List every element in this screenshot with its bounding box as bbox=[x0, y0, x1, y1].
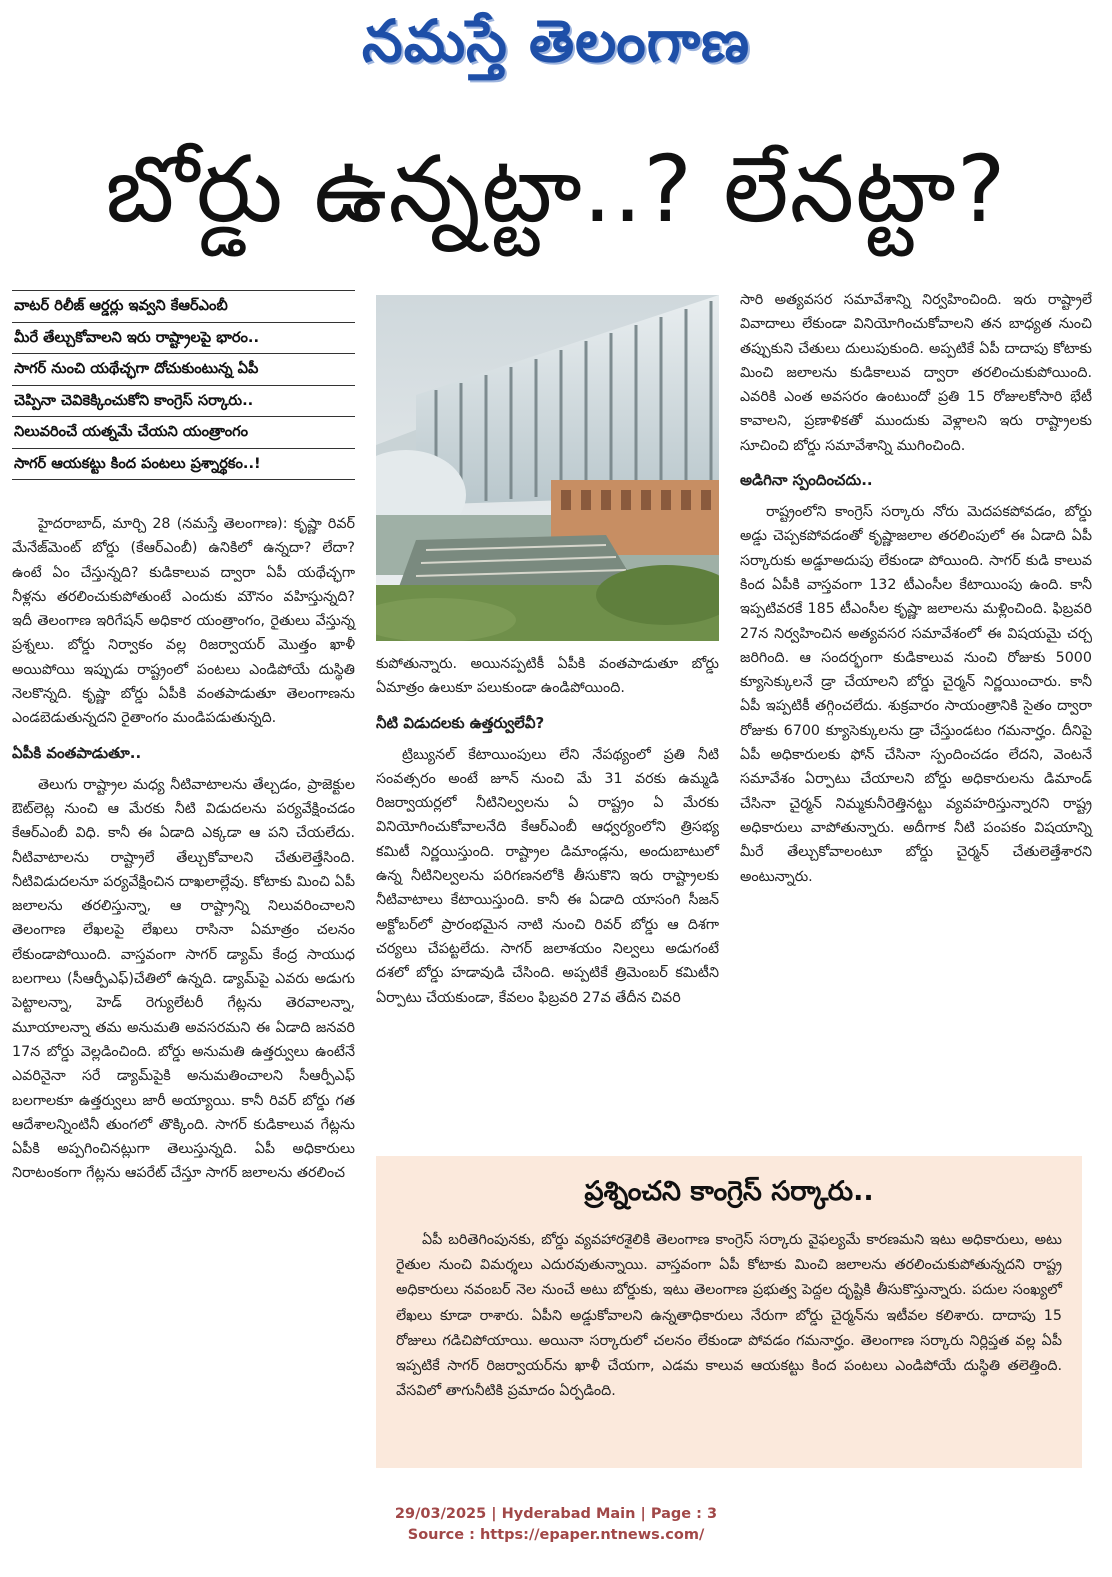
page-footer bbox=[0, 1504, 1112, 1546]
headline: బోర్డు ఉన్నట్టా..? లేనట్టా? bbox=[105, 136, 1007, 243]
summary-bullet: మీరే తేల్చుకోవాలని ఇరు రాష్ట్రాలపై భారం.. bbox=[12, 323, 355, 355]
masthead-logo: నమస్తే తెలంగాణ bbox=[362, 7, 750, 75]
footer-source: Source : https://epaper.ntnews.com/ bbox=[407, 1527, 705, 1543]
article-paragraph: తెలుగు రాష్ట్రాల మధ్య నీటివాటాలను తేల్చడం, ప్రాజెక్టుల ఔట్‌లెట్ల నుంచి ఆ మేరకు నీటి విడుదలను పర్యవేక్షించడం కేఆర్ఎంబీ విధి. కానీ ఈ ఏడాది ఎక్కడా ఆ పని చేయలేదు. నీటివాటాలను రాష్ట్రాలే తేల్చుకోవాలని చేతులెత్తేసింది. నీటివిడుదలనూ పర్యవేక్షించిన దాఖలాల్లేవు. కోటాకు మించి ఏపీ జలాలను తరలిస్తున్నా, ఆ రాష్ట్రాన్ని నిలువరించాలని తెలంగాణ లేఖలపై లేఖలు రాసినా ఏమాత్రం చలనం లేకుండాపోయింది. వాస్తవంగా సాగర్ డ్యామ్ కేంద్ర సాయుధ బలగాలు (సీఆర్పీఎఫ్)చేతిలో ఉన్నది. డ్యామ్‌పై ఎవరు అడుగు పెట్టాలన్నా, హెడ్ రెగ్యులేటరీ గేట్లను తెరవాలన్నా, మూయాలన్నా తమ అనుమతి అవసరమని ఈ ఏడాది జనవరి 17న బోర్డు వెల్లడించింది. బోర్డు అనుమతి ఉత్తర్వులు ఉంటేనే ఎవరినైనా సరే డ్యామ్‌పైకి అనుమతించాలని సీఆర్పీఎఫ్ బలగాలకూ ఉత్తర్వులు జారీ అయ్యాయి. కానీ రివర్ బోర్డు గత ఆదేశాలన్నింటినీ తుంగలో తొక్కింది. సాగర్ కుడికాలువ గేట్లను ఏపీకి అప్పగించినట్లుగా తెలుస్తున్నది. ఏపీ అధికారులు నిరాటంకంగా గేట్లను ఆపరేట్ చేస్తూ సాగర్ జలాలను తరలించ bbox=[12, 776, 355, 1182]
article-column-1 bbox=[12, 512, 355, 1186]
footer-dateline: 29/03/2025 | Hyderabad Main | Page : 3 bbox=[394, 1506, 718, 1522]
article-paragraph: రాష్ట్రంలోని కాంగ్రెస్ సర్కారు నోరు మెదపకపోవడం, బోర్డు అడ్డు చెప్పకపోవడంతో కృష్ణాజలాల తరలింపులో ఈ ఏడాది ఏపీ సర్కారుకు అడ్డూఅదుపు లేకుండా పోయింది. సాగర్ కుడి కాలువ కింద ఏపీకి వాస్తవంగా 132 టీఎంసీల కేటాయింపు ఉంది. కానీ ఇప్పటివరకే 185 టీఎంసీల కృష్ణా జలాలను మళ్లించింది. ఫిబ్రవరి 27న నిర్వహించిన అత్యవసర సమావేశంలో ఈ విషయమై చర్చ జరిగింది. ఆ సందర్భంగా కుడికాలువ నుంచి రోజుకు 5000 క్యూసెక్కులనే డ్రా చేయాలని బోర్డు చైర్మన్ నిర్ణయించారు. కానీ ఏపీ ఇప్పటికీ తగ్గించలేదు. శుక్రవారం సాయంత్రానికి సైతం ద్వారా రోజుకు 6700 క్యూసెక్కులను డ్రా చేస్తుండటం గమనార్హం. దీనిపై ఏపీ అధికారులకు ఫోన్ చేసినా స్పందించడం లేదని, వెంటనే సమావేశం ఏర్పాటు చేయాలని బోర్డు అధికారులను డిమాండ్ చేసినా చైర్మన్ నిమ్మకునీరెత్తినట్టు వ్యవహరిస్తున్నారని రాష్ట్ర అధికారులు వాపోతున్నారు. అదీగాక నీటి పంపకం విషయాన్ని మీరే తేల్చుకోవాలంటూ బోర్డు చైర్మన్ చేతులెత్తేశారని అంటున్నారు. bbox=[740, 504, 1093, 885]
section-subhead: ఏపీకి వంతపాడుతూ.. bbox=[12, 743, 142, 762]
summary-bullet: నిలువరించే యత్నమే చేయని యంత్రాంగం bbox=[12, 417, 355, 449]
section-subhead: అడిగినా స్పందించదు.. bbox=[740, 471, 873, 490]
summary-bullet: సాగర్ ఆయకట్టు కింద పంటలు ప్రశ్నార్థకం..! bbox=[12, 449, 355, 481]
sidebar-paragraph: ఏపీ బరితెగింపునకు, బోర్డు వ్యవహారశైలికి తెలంగాణ కాంగ్రెస్ సర్కారు వైఫల్యమే కారణమని ఇటు అధికారులు, అటు రైతుల నుంచి విమర్శలు ఎదురవుతున్నాయి. వాస్తవంగా ఏపీ కోటాకు మించి జలాలను తరలించుకుపోతున్నదని రాష్ట్ర అధికారులు నవంబర్ నెల నుంచే అటు బోర్డుకు, ఇటు తెలంగాణ ప్రభుత్వ పెద్దల దృష్టికి తీసుకొస్తున్నారు. పదుల సంఖ్యలో లేఖలు కూడా రాశారు. ఏపీని అడ్డుకోవాలని ఉన్నతాధికారులు నేరుగా బోర్డు చైర్మన్‌ను ఇటీవల కలిశారు. దాదాపు 15 రోజులు గడిచిపోయాయి. అయినా సర్కారులో చలనం లేకుండా పోవడం గమనార్హం. తెలంగాణ సర్కారు నిర్లిప్తత వల్ల ఏపీ ఇప్పటికే సాగర్ రిజర్వాయర్‌ను ఖాళీ చేయగా, ఎడమ కాలువ ఆయకట్టు కింద పంటలు ఎండిపోయే దుస్థితి తలెత్తింది. వేసవిలో తాగునీటికి ప్రమాదం ఏర్పడింది. bbox=[396, 1232, 1062, 1400]
article-column-3 bbox=[740, 288, 1092, 889]
article-continuation: సారి అత్యవసర సమావేశాన్ని నిర్వహించింది. ఇరు రాష్ట్రాలే వివాదాలు లేకుండా వినియోగించుకోవాలని తన బాధ్యత నుంచి తప్పుకుని చేతులు దులుపుకుంది. అప్పటికే ఏపీ దాదాపు కోటాకు మించి జలాలను కుడికాలువ ద్వారా తరలించుకుపోయింది. ఎవరికి ఎంత అవసరం ఉంటుందో ప్రతి 15 రోజులకోసారి భేటీ కావాలని, ప్రణాళికతో ముందుకు వెళ్లాలని ఇరు రాష్ట్రాలకు సూచించి బోర్డు సమావేశాన్ని ముగించింది. bbox=[740, 292, 1092, 454]
dam-photo-illustration bbox=[376, 295, 719, 641]
article-paragraph: ట్రిబ్యునల్ కేటాయింపులు లేని నేపథ్యంలో ప్రతి నీటి సంవత్సరం అంటే జూన్ నుంచి మే 31 వరకు ఉమ్మడి రిజర్వాయర్లలో నీటినిల్వలను ఏ రాష్ట్రం ఏ మేరకు వినియోగించుకోవాలనేది కేఆర్ఎంబీ ఆధ్వర్యంలోని త్రిసభ్య కమిటీ నిర్ణయిస్తుంది. రాష్ట్రాల డిమాండ్లను, అందుబాటులో ఉన్న నీటినిల్వలను పరిగణనలోకి తీసుకొని ఇరు రాష్ట్రాలకు నీటివాటాలు కేటాయిస్తుంది. కానీ ఈ ఏడాది యాసంగి సీజన్ అక్టోబర్‌లో ప్రారంభమైన నాటి నుంచి రివర్ బోర్డు ఆ దిశగా చర్యలు చేపట్టలేదు. సాగర్ జలాశయం నిల్వలు అడుగంటే దశలో బోర్డు హడావుడి చేసింది. అప్పటికే త్రిమెంబర్ కమిటీని ఏర్పాటు చేయకుండా, కేవలం ఫిబ్రవరి 27వ తేదీన చివరి bbox=[376, 746, 719, 1006]
sidebar-title: ప్రశ్నించని కాంగ్రెస్ సర్కారు.. bbox=[584, 1176, 874, 1207]
article-column-2 bbox=[376, 652, 719, 1010]
article-lead: హైదరాబాద్, మార్చి 28 (నమస్తే తెలంగాణ): కృష్ణా రివర్ మేనేజ్‌మెంట్ బోర్డు (కేఆర్ఎంబీ) ఉనికిలో ఉన్నదా? లేదా? ఉంటే ఏం చేస్తున్నది? కుడికాలువ ద్వారా ఏపీ యథేచ్ఛగా నీళ్లను తరలించుకుపోతుంటే ఎందుకు మౌనం వహిస్తున్నది? ఇదీ తెలంగాణ ఇరిగేషన్ అధికార యంత్రాంగం, రైతులు వేస్తున్న ప్రశ్నలు. బోర్డు నిర్వాకం వల్ల రిజర్వాయర్ మొత్తం ఖాళీ అయిపోయి ఇప్పుడు రాష్ట్రంలో పంటలు ఎండిపోయే దుస్థితి నెలకొన్నది. కృష్ణా బోర్డు ఏపీకి వంతపాడుతూ తెలంగాణను ఎండబెడుతున్నదని రైతాంగం మండిపడుతున్నది. bbox=[12, 516, 355, 727]
article-continuation: కుపోతున్నారు. అయినప్పటికీ ఏపీకి వంతపాడుతూ బోర్డు ఏమాత్రం ఉలుకూ పలుకుండా ఉండిపోయింది. bbox=[376, 656, 719, 697]
sidebar-box bbox=[376, 1156, 1082, 1468]
summary-bullet: సాగర్ నుంచి యథేచ్ఛగా దోచుకుంటున్న ఏపీ bbox=[12, 354, 355, 386]
summary-bullet: వాటర్ రిలీజ్ ఆర్డర్లు ఇవ్వని కేఆర్ఎంబీ bbox=[12, 290, 355, 323]
sidebar-body bbox=[396, 1228, 1062, 1404]
section-subhead: నీటి విడుదలకు ఉత్తర్వులేవీ? bbox=[376, 713, 545, 732]
summary-bullets bbox=[12, 290, 355, 480]
summary-bullet: చెప్పినా చెవికెక్కించుకోని కాంగ్రెస్ సర్కారు.. bbox=[12, 386, 355, 418]
dam-photo bbox=[376, 295, 719, 641]
